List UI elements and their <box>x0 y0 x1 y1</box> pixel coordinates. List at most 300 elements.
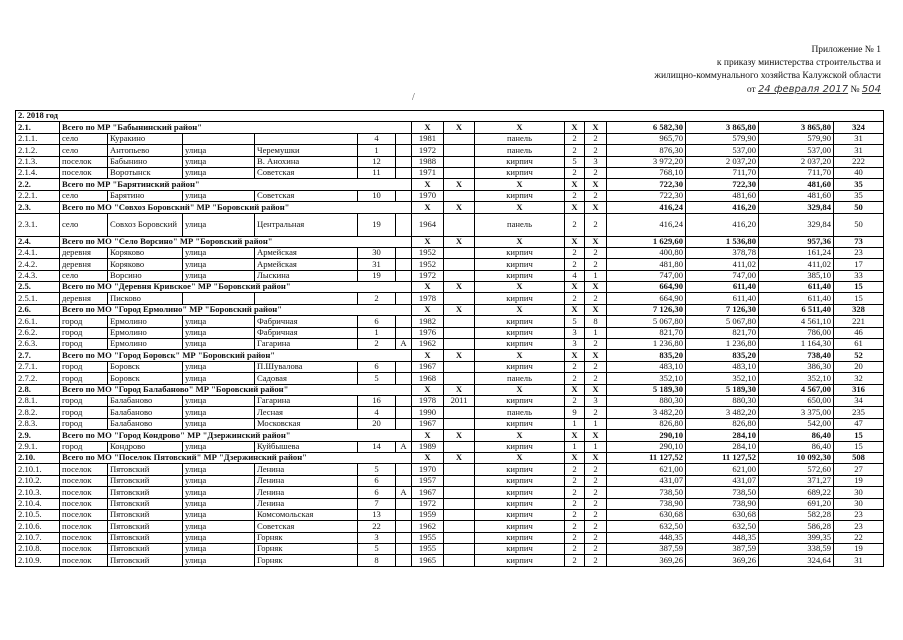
street-type: улица <box>183 190 255 201</box>
reconstruction-year <box>444 544 475 555</box>
settlement-type: поселок <box>60 544 108 555</box>
reconstruction-year <box>444 145 475 156</box>
floors-placeholder: X <box>565 282 585 293</box>
settlement-type: город <box>60 418 108 429</box>
street-type: улица <box>183 532 255 543</box>
table-row <box>16 247 884 258</box>
row-id: 2.10.5. <box>16 509 60 520</box>
floors-placeholder: X <box>565 350 585 361</box>
table-row <box>16 555 884 566</box>
settlement-type: поселок <box>60 464 108 475</box>
residents-count: 17 <box>834 259 884 270</box>
street-type: улица <box>183 509 255 520</box>
settlement-type: село <box>60 133 108 144</box>
table-row <box>16 407 884 418</box>
row-id: 2.10.7. <box>16 532 60 543</box>
reconstruction-placeholder: X <box>444 282 475 293</box>
residents-count: 328 <box>834 304 884 315</box>
settlement-name: Боровск <box>108 373 183 384</box>
table-row <box>16 464 884 475</box>
house-letter <box>396 190 412 201</box>
street-type: улица <box>183 464 255 475</box>
table-row <box>16 509 884 520</box>
year-placeholder: X <box>412 122 444 133</box>
street-type: улица <box>183 316 255 327</box>
area-2: 411,02 <box>686 259 759 270</box>
house-letter <box>396 327 412 338</box>
floors-count: 2 <box>565 167 585 178</box>
entrances-count: 2 <box>585 259 607 270</box>
document-header <box>654 44 881 97</box>
house-number: 6 <box>358 475 396 486</box>
total-area: 1 629,60 <box>607 236 686 247</box>
house-number: 10 <box>358 190 396 201</box>
row-id: 2.1.2. <box>16 145 60 156</box>
group-total-row <box>16 282 884 293</box>
floors-count: 2 <box>565 475 585 486</box>
header-line-3: жилищно-коммунального хозяйства Калужской области <box>654 71 881 81</box>
house-number: 22 <box>358 521 396 532</box>
floors-count: 2 <box>565 395 585 406</box>
street-type: улица <box>183 475 255 486</box>
settlement-name: Пятовский <box>108 509 183 520</box>
entrances-count: 3 <box>585 156 607 167</box>
reconstruction-placeholder: X <box>444 452 475 463</box>
reconstruction-year <box>444 521 475 532</box>
entrances-count: 2 <box>585 361 607 372</box>
settlement-type: село <box>60 270 108 281</box>
wall-material: кирпич <box>475 544 565 555</box>
table-row <box>16 316 884 327</box>
settlement-name: Пятовский <box>108 498 183 509</box>
wall-material: кирпич <box>475 270 565 281</box>
settlement-type: поселок <box>60 532 108 543</box>
residents-count: 22 <box>834 532 884 543</box>
settlement-name: Коряково <box>108 259 183 270</box>
floors-count: 2 <box>565 293 585 304</box>
residents-count: 30 <box>834 498 884 509</box>
reconstruction-year <box>444 373 475 384</box>
group-total-row <box>16 122 884 133</box>
street-type: улица <box>183 521 255 532</box>
house-letter <box>396 521 412 532</box>
row-id: 2.10.4. <box>16 498 60 509</box>
total-area: 387,59 <box>607 544 686 555</box>
area-2: 579,90 <box>686 133 759 144</box>
reconstruction-year <box>444 156 475 167</box>
year-placeholder: X <box>412 452 444 463</box>
total-area: 416,24 <box>607 213 686 236</box>
entrances-count: 1 <box>585 270 607 281</box>
floors-placeholder: X <box>565 430 585 441</box>
entrances-placeholder: X <box>585 179 607 190</box>
area-2: 826,80 <box>686 418 759 429</box>
row-id: 2.6. <box>16 304 60 315</box>
table-row <box>16 475 884 486</box>
area-3: 329,84 <box>759 213 834 236</box>
street-name: П.Шувалова <box>255 361 358 372</box>
header-line-2: к приказу министерства строительства и <box>716 58 881 68</box>
house-letter <box>396 509 412 520</box>
house-number: 30 <box>358 247 396 258</box>
house-letter <box>396 361 412 372</box>
total-area: 5 067,80 <box>607 316 686 327</box>
wall-material: кирпич <box>475 190 565 201</box>
reconstruction-placeholder: X <box>444 430 475 441</box>
area-3: 738,40 <box>759 350 834 361</box>
residents-count: 33 <box>834 270 884 281</box>
settlement-name: Пятовский <box>108 487 183 498</box>
row-id: 2.4.2. <box>16 259 60 270</box>
total-area: 826,80 <box>607 418 686 429</box>
street-type: улица <box>183 373 255 384</box>
residents-count: 31 <box>834 145 884 156</box>
reconstruction-year <box>444 167 475 178</box>
residents-count: 31 <box>834 555 884 566</box>
group-label: Всего по МО "Совхоз Боровский" МР "Боровский район" <box>60 202 412 213</box>
residents-count: 15 <box>834 282 884 293</box>
settlement-name: Антопьево <box>108 145 183 156</box>
row-id: 2.1.3. <box>16 156 60 167</box>
number-label: № <box>850 85 860 95</box>
wall-material: кирпич <box>475 487 565 498</box>
group-label: Всего по МО "Город Боровск" МР "Боровский район" <box>60 350 412 361</box>
handwritten-number: 504 <box>861 84 881 95</box>
entrances-placeholder: X <box>585 282 607 293</box>
floors-count: 1 <box>565 418 585 429</box>
area-3: 386,30 <box>759 361 834 372</box>
floors-count: 2 <box>565 509 585 520</box>
handwritten-date: 24 февраля 2017 <box>758 84 849 95</box>
street-type: улица <box>183 270 255 281</box>
row-id: 2.8.2. <box>16 407 60 418</box>
wall-material: кирпич <box>475 475 565 486</box>
entrances-count: 2 <box>585 145 607 156</box>
settlement-type: город <box>60 373 108 384</box>
row-id: 2.10.3. <box>16 487 60 498</box>
total-area: 352,10 <box>607 373 686 384</box>
group-label: Всего по МО "Город Ермолино" МР "Боровский район" <box>60 304 412 315</box>
table-row <box>16 190 884 201</box>
floors-count: 2 <box>565 145 585 156</box>
settlement-name: Кондрово <box>108 441 183 452</box>
build-year: 1952 <box>412 259 444 270</box>
house-letter <box>396 407 412 418</box>
floors-count: 2 <box>565 259 585 270</box>
row-id: 2.4.1. <box>16 247 60 258</box>
area-3: 611,40 <box>759 282 834 293</box>
area-2: 284,10 <box>686 441 759 452</box>
house-letter <box>396 544 412 555</box>
residents-count: 324 <box>834 122 884 133</box>
house-number: 13 <box>358 509 396 520</box>
wall-material: кирпич <box>475 509 565 520</box>
reconstruction-placeholder: X <box>444 202 475 213</box>
group-total-row <box>16 304 884 315</box>
area-2: 632,50 <box>686 521 759 532</box>
area-3: 579,90 <box>759 133 834 144</box>
street-name: Советская <box>255 190 358 201</box>
total-area: 416,24 <box>607 202 686 213</box>
wall-material: кирпич <box>475 156 565 167</box>
settlement-name: Воротынск <box>108 167 183 178</box>
floors-count: 9 <box>565 407 585 418</box>
build-year: 1962 <box>412 339 444 350</box>
street-type: улица <box>183 145 255 156</box>
build-year: 1976 <box>412 327 444 338</box>
group-label: Всего по МР "Барятинский район" <box>60 179 412 190</box>
settlement-type: поселок <box>60 487 108 498</box>
area-3: 650,00 <box>759 395 834 406</box>
area-3: 689,22 <box>759 487 834 498</box>
area-3: 3 865,80 <box>759 122 834 133</box>
reconstruction-placeholder: X <box>444 350 475 361</box>
house-number: 3 <box>358 532 396 543</box>
area-3: 537,00 <box>759 145 834 156</box>
residents-count: 35 <box>834 179 884 190</box>
table-row <box>16 293 884 304</box>
group-total-row <box>16 179 884 190</box>
floors-count: 2 <box>565 544 585 555</box>
settlement-name: Бабынино <box>108 156 183 167</box>
area-2: 7 126,30 <box>686 304 759 315</box>
area-3: 542,00 <box>759 418 834 429</box>
build-year: 1981 <box>412 133 444 144</box>
residents-count: 15 <box>834 430 884 441</box>
entrances-count: 2 <box>585 532 607 543</box>
build-year: 1955 <box>412 532 444 543</box>
entrances-placeholder: X <box>585 122 607 133</box>
area-3: 582,28 <box>759 509 834 520</box>
row-id: 2.10.9. <box>16 555 60 566</box>
house-letter <box>396 498 412 509</box>
street-name: Лесная <box>255 407 358 418</box>
street-type: улица <box>183 339 255 350</box>
street-type: улица <box>183 395 255 406</box>
wall-material: кирпич <box>475 532 565 543</box>
wall-material: кирпич <box>475 316 565 327</box>
year-placeholder: X <box>412 430 444 441</box>
reconstruction-year <box>444 555 475 566</box>
street-name: Ленина <box>255 464 358 475</box>
street-name <box>255 133 358 144</box>
entrances-count: 2 <box>585 521 607 532</box>
house-number: 2 <box>358 339 396 350</box>
street-type: улица <box>183 167 255 178</box>
total-area: 3 482,20 <box>607 407 686 418</box>
area-3: 6 511,40 <box>759 304 834 315</box>
entrances-count: 8 <box>585 316 607 327</box>
residents-count: 23 <box>834 509 884 520</box>
wall-material: панель <box>475 213 565 236</box>
row-id: 2.8.1. <box>16 395 60 406</box>
table-row <box>16 395 884 406</box>
residents-count: 30 <box>834 487 884 498</box>
residents-count: 19 <box>834 544 884 555</box>
total-area: 621,00 <box>607 464 686 475</box>
entrances-placeholder: X <box>585 384 607 395</box>
reconstruction-placeholder: X <box>444 304 475 315</box>
year-row <box>16 111 884 122</box>
settlement-type: поселок <box>60 498 108 509</box>
reconstruction-placeholder: X <box>444 122 475 133</box>
street-name: В. Анохина <box>255 156 358 167</box>
row-id: 2.8.3. <box>16 418 60 429</box>
wall-material: кирпич <box>475 167 565 178</box>
build-year: 1989 <box>412 441 444 452</box>
street-type: улица <box>183 441 255 452</box>
entrances-count: 2 <box>585 487 607 498</box>
street-name: Гагарина <box>255 339 358 350</box>
entrances-count: 2 <box>585 190 607 201</box>
row-id: 2.1.4. <box>16 167 60 178</box>
street-name: Советская <box>255 521 358 532</box>
street-name: Ленина <box>255 487 358 498</box>
floors-placeholder: X <box>565 179 585 190</box>
street-type: улица <box>183 544 255 555</box>
reconstruction-year <box>444 316 475 327</box>
area-2: 3 865,80 <box>686 122 759 133</box>
table-row <box>16 270 884 281</box>
build-year: 1965 <box>412 555 444 566</box>
area-2: 880,30 <box>686 395 759 406</box>
area-3: 691,20 <box>759 498 834 509</box>
residents-count: 23 <box>834 521 884 532</box>
residents-count: 19 <box>834 475 884 486</box>
house-letter <box>396 464 412 475</box>
area-2: 537,00 <box>686 145 759 156</box>
area-3: 399,35 <box>759 532 834 543</box>
material-placeholder: X <box>475 430 565 441</box>
street-name: Черемушки <box>255 145 358 156</box>
reconstruction-year <box>444 293 475 304</box>
residents-count: 47 <box>834 418 884 429</box>
area-3: 324,64 <box>759 555 834 566</box>
settlement-type: поселок <box>60 509 108 520</box>
area-2: 2 037,20 <box>686 156 759 167</box>
area-2: 711,70 <box>686 167 759 178</box>
settlement-type: город <box>60 441 108 452</box>
residents-count: 40 <box>834 167 884 178</box>
settlement-type: поселок <box>60 555 108 566</box>
settlement-name: Балабаново <box>108 407 183 418</box>
row-id: 2.7.1. <box>16 361 60 372</box>
floors-count: 4 <box>565 270 585 281</box>
total-area: 722,30 <box>607 179 686 190</box>
reconstruction-year <box>444 487 475 498</box>
reconstruction-year <box>444 270 475 281</box>
settlement-name: Пятовский <box>108 475 183 486</box>
build-year: 1970 <box>412 464 444 475</box>
total-area: 747,00 <box>607 270 686 281</box>
row-id: 2.3.1. <box>16 213 60 236</box>
table-row <box>16 361 884 372</box>
build-year: 1968 <box>412 373 444 384</box>
street-type <box>183 133 255 144</box>
settlement-type: поселок <box>60 521 108 532</box>
house-number: 31 <box>358 259 396 270</box>
house-number: 1 <box>358 145 396 156</box>
house-letter <box>396 395 412 406</box>
settlement-name: Куракино <box>108 133 183 144</box>
floors-count: 2 <box>565 361 585 372</box>
residents-count: 27 <box>834 464 884 475</box>
floors-placeholder: X <box>565 202 585 213</box>
group-total-row <box>16 452 884 463</box>
build-year: 1982 <box>412 316 444 327</box>
row-id: 2.5. <box>16 282 60 293</box>
house-letter <box>396 316 412 327</box>
material-placeholder: X <box>475 236 565 247</box>
row-id: 2.1.1. <box>16 133 60 144</box>
group-label: Всего по МО "Деревня Кривское" МР "Боровский район" <box>60 282 412 293</box>
area-2: 630,68 <box>686 509 759 520</box>
table-body <box>16 111 884 567</box>
row-id: 2.1. <box>16 122 60 133</box>
total-area: 6 582,30 <box>607 122 686 133</box>
residents-count: 221 <box>834 316 884 327</box>
build-year: 1959 <box>412 509 444 520</box>
house-number: 19 <box>358 213 396 236</box>
house-number: 5 <box>358 464 396 475</box>
area-3: 86,40 <box>759 430 834 441</box>
entrances-count: 3 <box>585 395 607 406</box>
reconstruction-year <box>444 509 475 520</box>
entrances-count: 2 <box>585 509 607 520</box>
area-3: 2 037,20 <box>759 156 834 167</box>
house-number: 2 <box>358 293 396 304</box>
settlement-type: деревня <box>60 293 108 304</box>
house-letter: А <box>396 441 412 452</box>
build-year: 1967 <box>412 361 444 372</box>
settlement-name: Пятовский <box>108 544 183 555</box>
entrances-placeholder: X <box>585 202 607 213</box>
settlement-type: поселок <box>60 167 108 178</box>
street-name: Садовая <box>255 373 358 384</box>
group-total-row <box>16 236 884 247</box>
floors-placeholder: X <box>565 122 585 133</box>
house-number: 16 <box>358 395 396 406</box>
group-total-row <box>16 384 884 395</box>
wall-material: панель <box>475 373 565 384</box>
residents-count: 61 <box>834 339 884 350</box>
house-number: 19 <box>358 270 396 281</box>
street-type: улица <box>183 327 255 338</box>
material-placeholder: X <box>475 452 565 463</box>
area-3: 957,36 <box>759 236 834 247</box>
residents-count: 316 <box>834 384 884 395</box>
street-name: Горняк <box>255 532 358 543</box>
house-number: 7 <box>358 498 396 509</box>
settlement-name: Балабаново <box>108 395 183 406</box>
group-label: Всего по МО "Город Кондрово" МР "Дзержинский район" <box>60 430 412 441</box>
data-table <box>15 110 884 567</box>
wall-material: кирпич <box>475 247 565 258</box>
area-3: 786,00 <box>759 327 834 338</box>
house-number: 6 <box>358 316 396 327</box>
total-area: 876,30 <box>607 145 686 156</box>
group-label: Всего по МО "Город Балабаново" МР "Боровский район" <box>60 384 412 395</box>
build-year: 1972 <box>412 498 444 509</box>
table-row <box>16 441 884 452</box>
entrances-count: 2 <box>585 464 607 475</box>
group-label: Всего по МО "Поселок Пятовский" МР "Дзержинский район" <box>60 452 412 463</box>
area-3: 385,10 <box>759 270 834 281</box>
residents-count: 15 <box>834 293 884 304</box>
settlement-name: Пятовский <box>108 521 183 532</box>
house-letter <box>396 418 412 429</box>
street-type: улица <box>183 156 255 167</box>
